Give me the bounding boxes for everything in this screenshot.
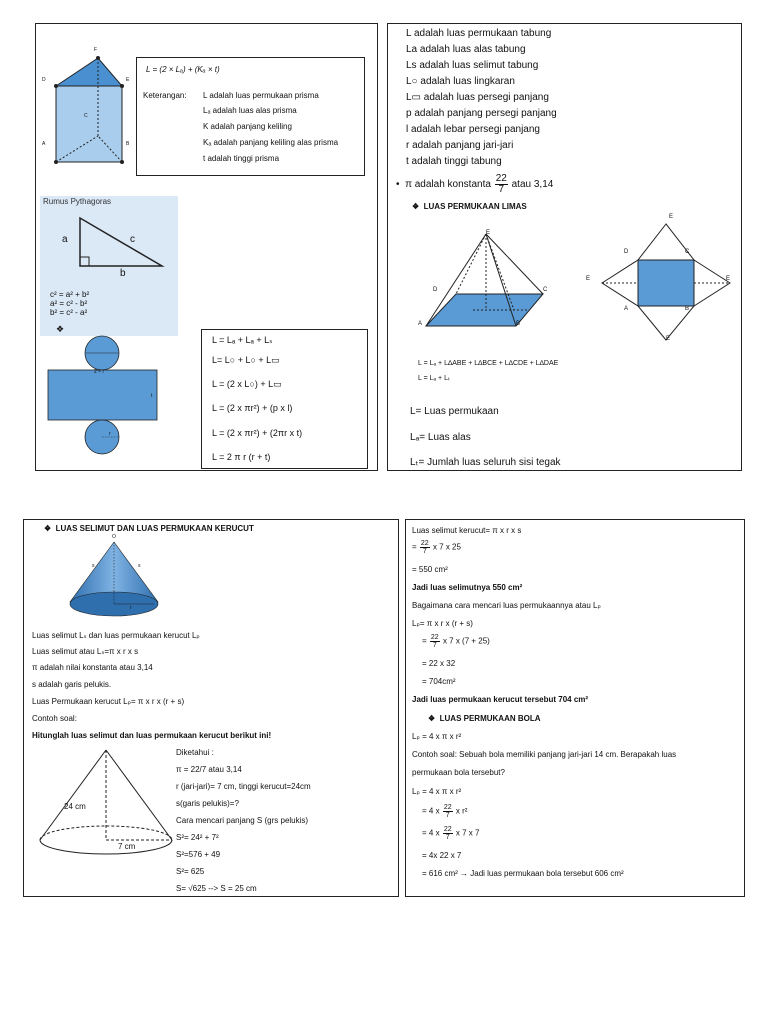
tabung-def-line: p adalah panjang persegi panjang bbox=[406, 108, 557, 119]
prism-label-e: E bbox=[126, 77, 130, 83]
solution-line: r (jari-jari)= 7 cm, tinggi kerucut=24cm bbox=[176, 782, 311, 791]
cone-figure bbox=[64, 536, 164, 622]
kerucut-title: ❖ LUAS SELIMUT DAN LUAS PERMUKAAN KERUCUT bbox=[44, 524, 254, 533]
cone-radius-label: 7 cm bbox=[118, 842, 136, 851]
pythagoras-box bbox=[40, 196, 178, 336]
pyramid-label-d: D bbox=[433, 287, 438, 293]
panel-kerucut bbox=[23, 519, 399, 897]
tabung-formula: L = Lₐ + Lₐ + Lₛ bbox=[212, 335, 273, 345]
bullet-icon: ❖ bbox=[56, 324, 65, 334]
pyth-label-c: c bbox=[130, 234, 135, 245]
prism-formula: L = (2 × Lₐ) + (Kₐ × t) bbox=[146, 65, 220, 74]
limas-formula-1: L = Lₐ + L∆ABE + L∆BCE + L∆CDE + L∆DAE bbox=[418, 360, 559, 367]
cone-label-s: s bbox=[138, 563, 141, 569]
cone-label-o: O bbox=[112, 534, 116, 540]
pyramid-label-c: C bbox=[543, 287, 548, 293]
keterangan-line: t adalah tinggi prisma bbox=[203, 154, 280, 163]
solution-line: S²=576 + 49 bbox=[176, 850, 221, 859]
net-label-2r: 2 × r bbox=[94, 369, 105, 375]
limas-def: Lₐ= Luas alas bbox=[410, 432, 471, 443]
calc-line: = 616 cm² → Jadi luas permukaan bola tersebut 606 cm² bbox=[422, 869, 624, 878]
calc-line: Contoh soal: Sebuah bola memiliki panjang jari-jari 14 cm. Berapakah luas bbox=[412, 750, 677, 759]
cone-label-s: s bbox=[92, 563, 95, 569]
prism-label-d: D bbox=[42, 77, 46, 83]
calc-line: = 4 x $\frac{22}{7}$ x 7 x 7 bbox=[422, 826, 480, 841]
bola-title: ❖ LUAS PERMUKAAN BOLA bbox=[428, 714, 541, 723]
keterangan-line: Kₐ adalah panjang keliling alas prisma bbox=[203, 138, 339, 147]
tabung-def-line: L adalah luas permukaan tabung bbox=[406, 28, 552, 39]
tabung-formula: L = (2 x L○) + L▭ bbox=[212, 379, 282, 389]
calc-line: Luas selimut kerucut= π x r x s bbox=[412, 526, 522, 535]
tabung-def-line: Ls adalah luas selimut tabung bbox=[406, 60, 539, 71]
pi-frac-num: 22 bbox=[495, 173, 507, 184]
net-label: A bbox=[624, 306, 629, 312]
prism-front-face bbox=[56, 86, 122, 162]
pyramid-label-e: E bbox=[486, 230, 491, 236]
bullet-icon: ❖ bbox=[44, 524, 56, 533]
pyth-label-a: a bbox=[62, 234, 68, 245]
keterangan-line: Lₐ adalah luas alas prisma bbox=[203, 106, 297, 115]
pi-line-post: atau 3,14 bbox=[511, 179, 554, 191]
solution-line: Diketahui : bbox=[176, 748, 214, 757]
cylinder-net bbox=[46, 334, 161, 469]
tabung-formula: L= L○ + L○ + L▭ bbox=[212, 355, 280, 365]
pyramid-figure bbox=[418, 226, 558, 336]
right-triangle bbox=[70, 214, 170, 274]
solution-line: S= √625 --> S = 25 cm bbox=[176, 884, 257, 893]
panel-tabung-limas bbox=[387, 23, 742, 471]
net-label: B bbox=[685, 306, 690, 312]
limas-title: ❖ LUAS PERMUKAAN LIMAS bbox=[412, 202, 527, 211]
pyramid-label-b: B bbox=[516, 321, 521, 327]
calc-line: = $\frac{22}{7}$ x 7 x 25 bbox=[412, 540, 461, 555]
kerucut-question: Hitunglah luas selimut dan luas permukaan kerucut berikut ini! bbox=[32, 731, 272, 740]
prism-top-face bbox=[56, 58, 122, 86]
calc-line: = 550 cm² bbox=[412, 565, 448, 574]
kerucut-line: π adalah nilai konstanta atau 3,14 bbox=[32, 663, 153, 672]
pyramid-net bbox=[596, 220, 736, 345]
solution-line: Cara mencari panjang S (grs pelukis) bbox=[176, 816, 309, 825]
net-square-base bbox=[638, 260, 694, 306]
net-label: E bbox=[669, 214, 674, 220]
cone-height-label: 24 cm bbox=[64, 802, 86, 811]
kerucut-line: Contoh soal: bbox=[32, 714, 77, 723]
net-label-t: t bbox=[151, 393, 153, 399]
keterangan-label: Keterangan: bbox=[143, 91, 187, 100]
calc-line: Lₚ = 4 x π x r² bbox=[412, 732, 462, 741]
tabung-def-line: L▭ adalah luas persegi panjang bbox=[406, 92, 549, 103]
net-label: C bbox=[685, 249, 690, 255]
solution-line: S²= 625 bbox=[176, 867, 205, 876]
calc-line: Bagaimana cara mencari luas permukaannya atau Lₚ bbox=[412, 601, 601, 610]
limas-def: L= Luas permukaan bbox=[410, 406, 499, 417]
keterangan-line: K adalah panjang keliling bbox=[203, 122, 292, 131]
calc-line: Lₚ= π x r x (r + s) bbox=[412, 619, 473, 628]
pyth-formula: c² = a² + b² bbox=[50, 290, 90, 299]
pyth-formula: b² = c² - a² bbox=[50, 308, 88, 317]
kerucut-line: Luas selimut Lₛ dan luas permukaan kerucut Lₚ bbox=[32, 631, 200, 640]
solution-line: π = 22/7 atau 3,14 bbox=[176, 765, 242, 774]
tabung-formula-box bbox=[201, 329, 368, 469]
prism-label-f: F bbox=[94, 47, 98, 53]
prism-formula-box bbox=[136, 57, 365, 176]
fraction: $\frac{22}{7}$ bbox=[443, 804, 452, 819]
solution-line: s(garis pelukis)=? bbox=[176, 799, 239, 808]
pythagoras-title: Rumus Pythagoras bbox=[43, 197, 112, 206]
solution-line: S²= 24² + 7² bbox=[176, 833, 219, 842]
calc-line: = 22 x 32 bbox=[422, 659, 456, 668]
calc-line: = 4x 22 x 7 bbox=[422, 851, 462, 860]
calc-line: = $\frac{22}{7}$ x 7 x (7 + 25) bbox=[422, 634, 490, 649]
cone-example-figure bbox=[36, 748, 176, 860]
pyramid-label-a: A bbox=[418, 321, 423, 327]
panel-prism-tabung bbox=[35, 23, 378, 471]
tabung-formula: L = (2 x πr²) + (2πr x t) bbox=[212, 428, 303, 438]
tabung-formula: L = 2 π r (r + t) bbox=[212, 452, 271, 462]
pyth-label-b: b bbox=[120, 268, 126, 279]
net-label: E bbox=[666, 336, 671, 342]
keterangan-line: L adalah luas permukaan prisma bbox=[203, 91, 319, 100]
fraction: $\frac{22}{7}$ bbox=[443, 826, 452, 841]
net-label-r: r bbox=[109, 431, 111, 437]
tabung-def-line: l adalah lebar persegi panjang bbox=[406, 124, 540, 135]
kerucut-line: Luas Permukaan kerucut Lₚ= π x r x (r + s) bbox=[32, 697, 185, 706]
calc-line: = 704cm² bbox=[422, 677, 456, 686]
limas-formula-2: L = Lₐ + Lₜ bbox=[418, 375, 451, 382]
net-label: D bbox=[624, 249, 629, 255]
net-label: E bbox=[586, 276, 591, 282]
calc-conclusion: Jadi luas selimutnya 550 cm² bbox=[412, 583, 523, 592]
prism-label-b: B bbox=[126, 141, 130, 147]
prism-label-a: A bbox=[42, 141, 46, 147]
tabung-def-line: L○ adalah luas lingkaran bbox=[406, 76, 515, 87]
limas-def: Lₜ= Jumlah luas seluruh sisi tegak bbox=[410, 457, 561, 468]
tabung-def-line: r adalah panjang jari-jari bbox=[406, 140, 514, 151]
tabung-def-line: t adalah tinggi tabung bbox=[406, 156, 502, 167]
prism-label-c: C bbox=[84, 113, 88, 119]
calc-line: = 4 x $\frac{22}{7}$ x r² bbox=[422, 804, 468, 819]
pi-line bbox=[396, 174, 553, 195]
kerucut-line: Luas selimut atau Lₛ=π x r x s bbox=[32, 647, 139, 656]
fraction: $\frac{22}{7}$ bbox=[430, 634, 439, 649]
pi-frac-den: 7 bbox=[498, 184, 505, 195]
tabung-formula: L = (2 x πr²) + (p x l) bbox=[212, 403, 293, 413]
fraction: $\frac{22}{7}$ bbox=[420, 540, 429, 555]
calc-line: permukaan bola tersebut? bbox=[412, 768, 505, 777]
net-rectangle bbox=[48, 370, 157, 420]
panel-kerucut-bola bbox=[405, 519, 745, 897]
calc-line: Lₚ = 4 x π x r² bbox=[412, 787, 462, 796]
pi-line-pre: π adalah konstanta bbox=[405, 179, 491, 191]
net-label: E bbox=[726, 276, 731, 282]
bullet-dot: • bbox=[396, 179, 406, 191]
bullet-icon: ❖ bbox=[412, 202, 424, 211]
kerucut-line: s adalah garis pelukis. bbox=[32, 680, 112, 689]
cone-label-r: r bbox=[130, 605, 132, 611]
calc-conclusion: Jadi luas permukaan kerucut tersebut 704 cm² bbox=[412, 695, 589, 704]
pi-fraction bbox=[495, 174, 508, 195]
tabung-def-line: La adalah luas alas tabung bbox=[406, 44, 526, 55]
pyth-formula: a² = c² - b² bbox=[50, 299, 88, 308]
